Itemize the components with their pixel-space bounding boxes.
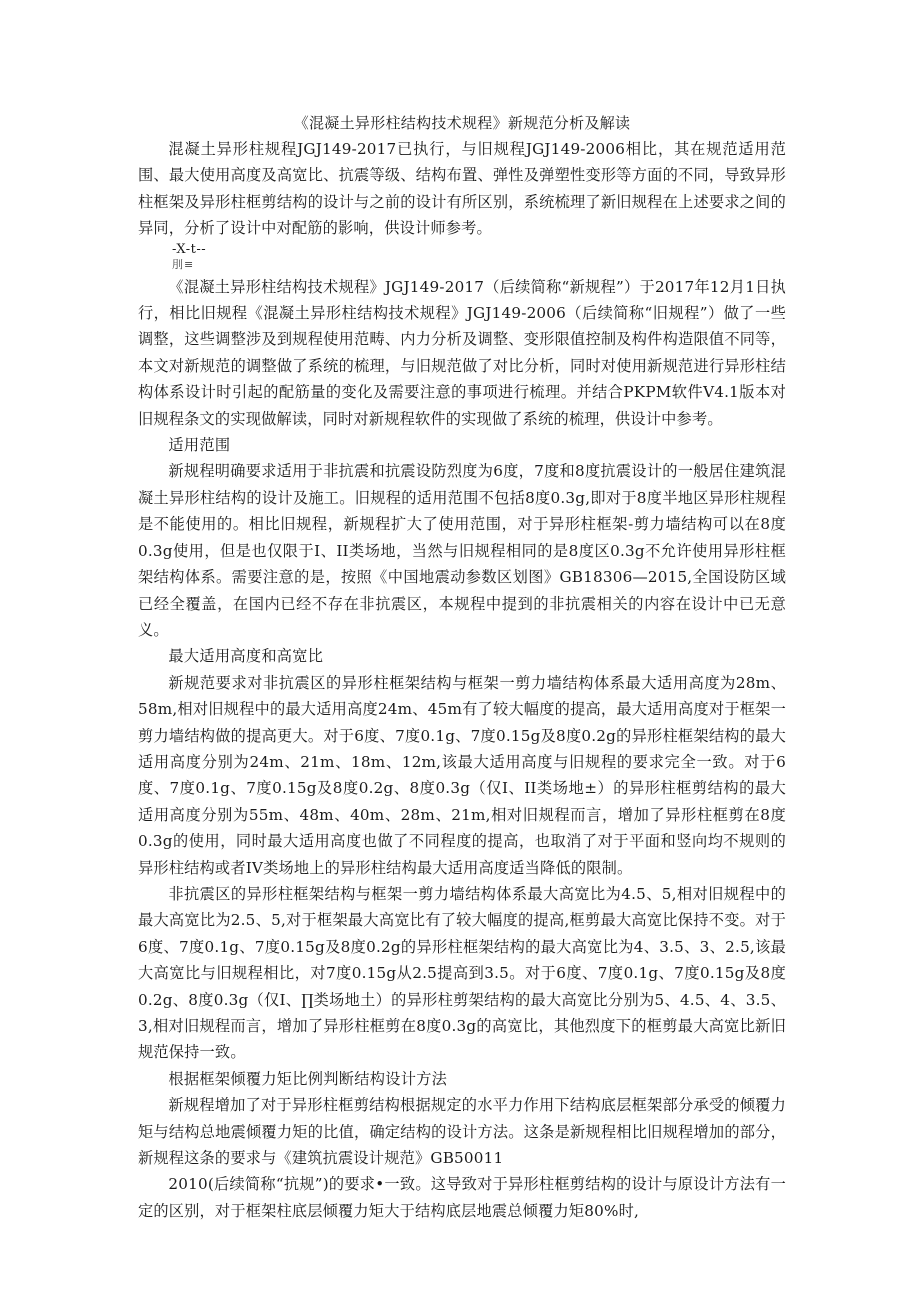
section-heading-overturning: 根据框架倾覆力矩比例判断结构设计方法 xyxy=(168,1069,448,1088)
overturning-paragraph: 新规程增加了对于异形柱框剪结构根据规定的水平力作用下结构底层框架部分承受的倾覆力矩与结构总地震倾覆力矩的比值，确定结构的设计方法。这条是新规程相比旧规程增加的部分，新规程这条的要求与《建筑抗震设计规范》GB50011 xyxy=(138,1096,786,1168)
height-paragraph: 新规范要求对非抗震区的异形柱框架结构与框架一剪力墙结构体系最大适用高度为28m、58m,相对旧规程中的最大适用高度24m、45m有了较大幅度的提高，最大适用高度对于框架一剪力墙结构做的提高更大。对于6度、7度0.1g、7度0.15g及8度0.2g的异形柱框架结构的最大适用高度分别为24m、21m、18m、12m,该最大适用高度与旧规程的要求完全一致。对于6度、7度0.1g、7度0.15g及8度0.2g、8度0.3g（仅I、II类场地±）的异形柱框剪结构的最大适用高度分别为55m、48m、40m、28m、21m,相对旧规程而言，增加了异形柱框剪在8度0.3g的使用，同时最大适用高度也做了不同程度的提高，也取消了对于平面和竖向均不规则的异形柱结构或者IV类场地上的异形柱结构最大适用高度适当降低的限制。 xyxy=(138,673,786,877)
aspect-ratio-paragraph: 非抗震区的异形柱框架结构与框架一剪力墙结构体系最大高宽比为4.5、5,相对旧规程中的最大高宽比为2.5、5,对于框架最大高宽比有了较大幅度的提高,框剪最大高宽比保持不变。对于6度、7度0.1g、7度0.15g及8度0.2g的异形柱框架结构的最大高宽比为4、3.5、3、2.5,该最大高宽比与旧规程相比，对7度0.15g从2.5提高到3.5。对于6度、7度0.1g、7度0.15g及8度0.2g、8度0.3g（仅I、∏类场地土）的异形柱剪架结构的最大高宽比分别为5、4.5、4、3.5、3,相对旧规程而言，增加了异形柱框剪在8度0.3g的高宽比，其他烈度下的框剪最大高宽比新旧规范保持一致。 xyxy=(138,884,786,1062)
preface-heading-glyph: 刖≡ xyxy=(172,257,195,271)
section-heading-scope: 适用范围 xyxy=(168,436,231,455)
document-title: 《混凝土异形柱结构技术规程》新规范分析及解读 xyxy=(293,114,631,132)
section-heading-height-ratio: 最大适用高度和高宽比 xyxy=(168,647,324,666)
document-page xyxy=(138,112,786,1224)
abstract-paragraph: 混凝土异形柱规程JGJ149-2017已执行，与旧规程JGJ149-2006相比，其在规范适用范围、最大使用高度及高宽比、抗震等级、结构布置、弹性及弹塑性变形等方面的不同，导致异形柱框架及异形柱框剪结构的设计与之前的设计有所区别，系统梳理了新旧规程在上述要求之间的异同，分析了设计中对配筋的影响，供设计师参考。 xyxy=(138,140,786,238)
preface-heading-garbled: -X-t-- xyxy=(172,241,207,257)
overturning-paragraph-continued: 2010(后续简称“抗规”)的要求•一致。这导致对于异形柱框剪结构的设计与原设计方法有一定的区别，对于框架柱底层倾覆力矩大于结构底层地震总倾覆力矩80%时, xyxy=(138,1175,786,1220)
intro-paragraph: 《混凝土异形柱结构技术规程》JGJ149-2017（后续简称“新规程”）于2017年12月1日执行，相比旧规程《混凝土异形柱结构技术规程》JGJ149-2006（后续简称“旧规程”）做了一些调整，这些调整涉及到规程使用范畴、内力分析及调整、变形限值控制及构件构造限值不同等，本文对新规范的调整做了系统的梳理，与旧规范做了对比分析，同时对使用新规范进行异形柱结构体系设计时引起的配筋量的变化及需要注意的事项进行梳理。并结合PKPM软件V4.1版本对旧规程条文的实现做解读，同时对新规程软件的实现做了系统的梳理，供设计中参考。 xyxy=(138,277,786,428)
scope-paragraph: 新规程明确要求适用于非抗震和抗震设防烈度为6度，7度和8度抗震设计的一般居住建筑混凝土异形柱结构的设计及施工。旧规程的适用范围不包括8度0.3g,即对于8度半地区异形柱规程是不能使用的。相比旧规程，新规程扩大了使用范围，对于异形柱框架-剪力墙结构可以在8度0.3g使用，但是也仅限于I、II类场地，当然与旧规程相同的是8度区0.3g不允许使用异形柱框架结构体系。需要注意的是，按照《中国地震动参数区划图》GB18306—2015,全国设防区域已经全覆盖，在国内已经不存在非抗震区，本规程中提到的非抗震相关的内容在设计中已无意义。 xyxy=(138,462,786,639)
